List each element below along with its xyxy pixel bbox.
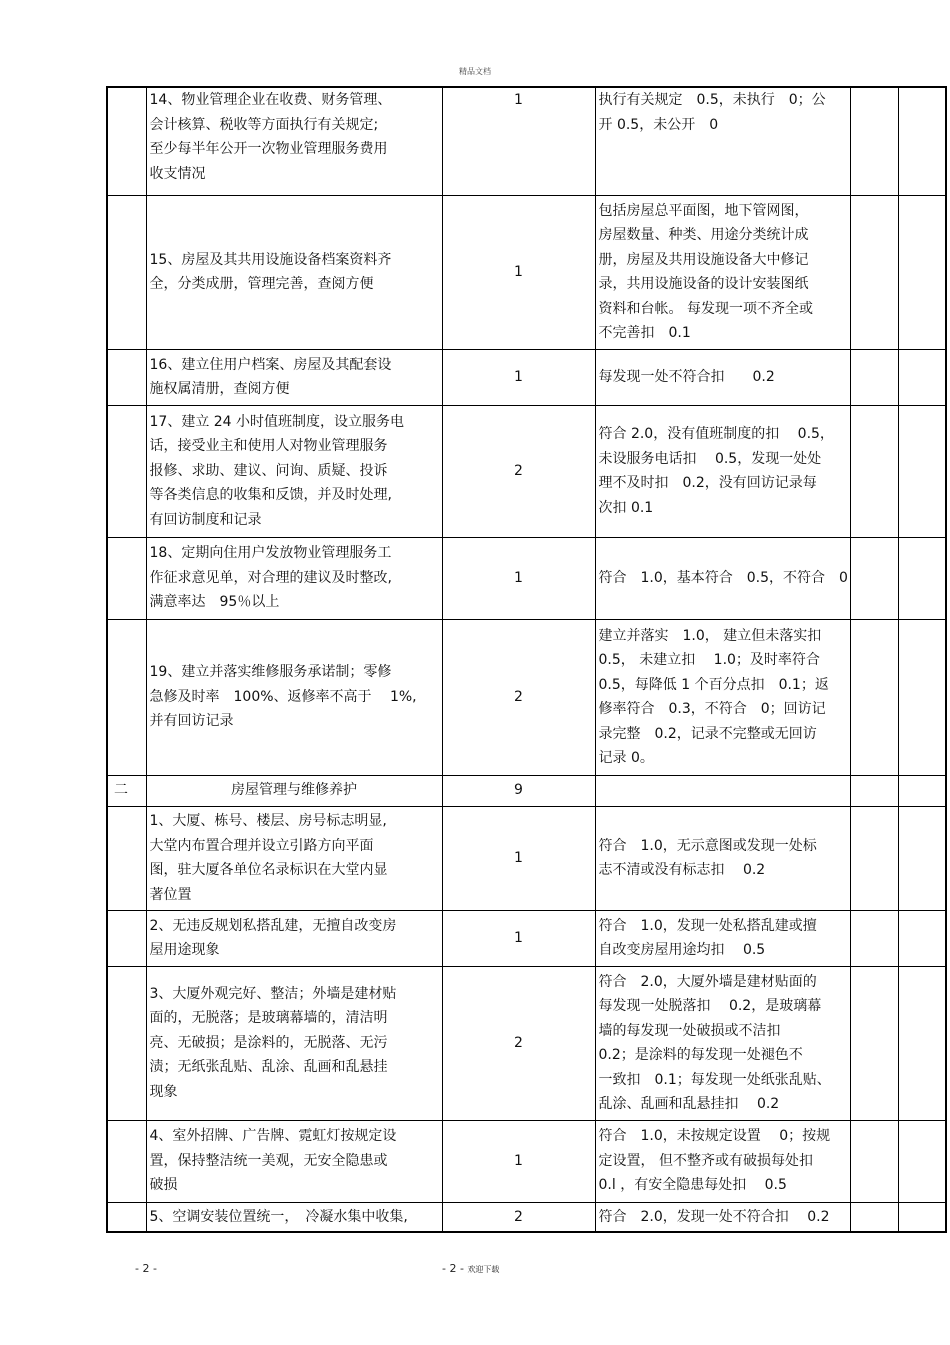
table-row [107, 1202, 946, 1232]
cell-line: 15、房屋及其共用设施设备档案资料齐 [149, 251, 392, 268]
cell-line: 作征求意见单，对合理的建议及时整改, [149, 569, 392, 586]
cell-line: 符合 1.0，未按规定设置 0；按规 [598, 1128, 831, 1145]
blank-cell [898, 806, 946, 910]
index-cell [107, 1202, 146, 1232]
table-row [107, 349, 946, 405]
cell-line: 置，保持整洁统一美观，无安全隐患或 [149, 1152, 388, 1169]
criteria-cell [595, 619, 850, 775]
score-cell: 1 [442, 806, 595, 910]
page-header: 精品文档 [459, 67, 491, 76]
cell-line: 0.l ，有安全隐患每处扣 0.5 [598, 1177, 787, 1194]
criteria-cell [595, 775, 850, 806]
score-cell: 1 [442, 87, 595, 195]
cell-line: 图，驻大厦各单位名录标识在大堂内显 [149, 862, 388, 878]
cell-line: 5、空调安装位置统一， 冷凝水集中收集, [149, 1208, 408, 1225]
score-cell: 2 [442, 405, 595, 537]
section-title: 房屋管理与维修养护 [146, 775, 442, 806]
score-cell: 1 [442, 910, 595, 966]
score-cell: 2 [442, 966, 595, 1120]
score-cell: 1 [442, 1120, 595, 1202]
cell-line: 次扣 0.1 [598, 499, 654, 516]
index-cell [107, 537, 146, 619]
cell-line: 0.5，每降低 1 个百分点扣 0.1；返 [598, 676, 829, 693]
blank-cell [898, 537, 946, 619]
index-cell [107, 405, 146, 537]
criteria-cell [595, 195, 850, 349]
blank-cell [850, 806, 898, 910]
criteria-cell [595, 966, 850, 1120]
cell-line: 现象 [149, 1083, 178, 1100]
score-cell: 1 [442, 537, 595, 619]
cell-line: 收支情况 [149, 165, 206, 182]
table-row [107, 966, 946, 1120]
cell-line: 施权属清册，查阅方便 [149, 381, 290, 397]
score-cell: 2 [442, 1202, 595, 1232]
cell-line: 理不及时扣 0.2，没有回访记录每 [598, 475, 817, 491]
index-cell [107, 966, 146, 1120]
footer-center [442, 1262, 499, 1275]
cell-line: 执行有关规定 0.5，未执行 0；公 [598, 92, 826, 108]
blank-cell [898, 1202, 946, 1232]
item-cell [146, 349, 442, 405]
criteria-cell [595, 806, 850, 910]
item-cell [146, 910, 442, 966]
blank-cell [850, 87, 898, 195]
cell-line: 有回访制度和记录 [149, 511, 262, 528]
blank-cell [898, 966, 946, 1120]
score-cell: 1 [442, 349, 595, 405]
footer-page-number: - 2 - [135, 1262, 157, 1275]
blank-cell [898, 405, 946, 537]
cell-line: 全，分类成册，管理完善，查阅方便 [149, 276, 374, 292]
cell-line: 每发现一处不符合扣 0.2 [598, 368, 775, 385]
table-row [107, 87, 946, 195]
cell-line: 并有回访记录 [149, 713, 234, 730]
section-score: 9 [442, 775, 595, 806]
table-row [107, 619, 946, 775]
cell-line: 不完善扣 0.1 [598, 325, 691, 341]
section-row [107, 775, 946, 806]
cell-line: 志不清或没有标志扣 0.2 [598, 862, 766, 878]
cell-line: 至少每半年公开一次物业管理服务费用 [149, 141, 388, 157]
cell-line: 著位置 [149, 886, 192, 903]
blank-cell [850, 1120, 898, 1202]
footer-download-text: 欢迎下载 [467, 1265, 500, 1274]
blank-cell [898, 1120, 946, 1202]
cell-line: 亮、无破损；是涂料的，无脱落、无污 [149, 1034, 388, 1051]
cell-line: 墙的每发现一处破损或不洁扣 [598, 1022, 781, 1039]
cell-line: 符合 1.0，基本符合 0.5，不符合 0 [598, 569, 848, 586]
blank-cell [898, 619, 946, 775]
item-cell [146, 87, 442, 195]
index-cell [107, 910, 146, 966]
cell-line: 等各类信息的收集和反馈，并及时处理, [149, 487, 392, 504]
table-row [107, 806, 946, 910]
criteria-cell [595, 537, 850, 619]
footer-center-page: - 2 - [442, 1262, 464, 1275]
blank-cell [850, 195, 898, 349]
cell-line: 册，房屋及共用设施设备大中修记 [598, 251, 809, 268]
blank-cell [850, 1202, 898, 1232]
cell-line: 2、无违反规划私搭乱建，无擅自改变房 [149, 917, 397, 934]
blank-cell [898, 87, 946, 195]
index-cell [107, 1120, 146, 1202]
blank-cell [898, 349, 946, 405]
cell-line: 记录 0。 [598, 750, 654, 766]
cell-line: 定设置， 但不整齐或有破损每处扣 [598, 1152, 813, 1169]
item-cell [146, 966, 442, 1120]
cell-line: 乱涂、乱画和乱悬挂扣 0.2 [598, 1096, 780, 1112]
cell-line: 4、室外招牌、广告牌、霓虹灯按规定设 [149, 1128, 397, 1145]
cell-line: 屋用途现象 [149, 942, 220, 958]
cell-line: 符合 1.0，无示意图或发现一处标 [598, 837, 817, 854]
blank-cell [898, 195, 946, 349]
criteria-cell [595, 349, 850, 405]
cell-line: 16、建立住用户档案、房屋及其配套设 [149, 356, 392, 373]
cell-line: 破损 [149, 1177, 178, 1194]
item-cell [146, 806, 442, 910]
cell-line: 房屋数量、种类、用途分类统计成 [598, 227, 809, 243]
score-cell: 1 [442, 195, 595, 349]
cell-line: 17、建立 24 小时值班制度，设立服务电 [149, 413, 405, 430]
cell-line: 包括房屋总平面图，地下管网图， [598, 202, 809, 219]
item-cell [146, 1202, 442, 1232]
cell-line: 修率符合 0.3，不符合 0；回访记 [598, 701, 826, 717]
cell-line: 未设服务电话扣 0.5，发现一处处 [598, 450, 822, 467]
cell-line: 资料和台帐。 每发现一项不齐全或 [598, 300, 813, 317]
cell-line: 满意率达 95％以上 [149, 594, 280, 611]
table-row [107, 1120, 946, 1202]
cell-line: 开 0.5，未公开 0 [598, 116, 719, 133]
cell-line: 建立并落实 1.0， 建立但未落实扣 [598, 627, 822, 644]
item-cell [146, 537, 442, 619]
index-cell [107, 349, 146, 405]
cell-line: 自改变房屋用途均扣 0.5 [598, 942, 766, 958]
score-cell: 2 [442, 619, 595, 775]
blank-cell [850, 405, 898, 537]
index-cell [107, 806, 146, 910]
blank-cell [850, 775, 898, 806]
cell-line: 渍；无纸张乱贴、乱涂、乱画和乱悬挂 [149, 1059, 388, 1076]
table-row [107, 537, 946, 619]
criteria-cell [595, 405, 850, 537]
criteria-cell [595, 910, 850, 966]
cell-line: 面的，无脱落；是玻璃幕墙的，清洁明 [149, 1010, 388, 1027]
cell-line: 3、大厦外观完好、整洁；外墙是建材贴 [149, 985, 397, 1002]
blank-cell [898, 775, 946, 806]
cell-line: 符合 2.0，大厦外墙是建材贴面的 [598, 973, 817, 990]
cell-line: 14、物业管理企业在收费、财务管理、 [149, 92, 392, 108]
cell-line: 录完整 0.2，记录不完整或无回访 [598, 725, 817, 742]
cell-line: 话，接受业主和使用人对物业管理服务 [149, 438, 388, 455]
index-cell [107, 619, 146, 775]
criteria-cell [595, 1120, 850, 1202]
blank-cell [850, 966, 898, 1120]
cell-line: 急修及时率 100%、返修率不高于 1%, [149, 688, 417, 705]
blank-cell [850, 619, 898, 775]
table-row [107, 405, 946, 537]
cell-line: 一致扣 0.1；每发现一处纸张乱贴、 [598, 1071, 831, 1088]
item-cell [146, 195, 442, 349]
cell-line: 录，共用设施设备的设计安装图纸 [598, 276, 809, 292]
item-cell [146, 1120, 442, 1202]
item-cell [146, 405, 442, 537]
item-cell [146, 619, 442, 775]
cell-line: 符合 2.0，没有值班制度的扣 0.5， [598, 426, 834, 442]
cell-line: 会计核算、税收等方面执行有关规定; [149, 116, 379, 133]
cell-line: 每发现一处脱落扣 0.2，是玻璃幕 [598, 998, 822, 1014]
cell-line: 0.2；是涂料的每发现一处褪色不 [598, 1047, 803, 1063]
criteria-cell [595, 87, 850, 195]
table-row [107, 910, 946, 966]
cell-line: 大堂内布置合理并设立引路方向平面 [149, 837, 374, 854]
cell-line: 报修、求助、建议、问询、质疑、投诉 [149, 462, 388, 479]
cell-line: 符合 2.0，发现一处不符合扣 0.2 [598, 1208, 830, 1225]
cell-line: 1、大厦、栋号、楼层、房号标志明显, [149, 813, 387, 829]
blank-cell [898, 910, 946, 966]
section-index: 二 [107, 775, 146, 806]
cell-line: 19、建立并落实维修服务承诺制；零修 [149, 664, 392, 681]
cell-line: 0.5， 未建立扣 1.0；及时率符合 [598, 652, 820, 668]
criteria-cell [595, 1202, 850, 1232]
table-row [107, 195, 946, 349]
blank-cell [850, 537, 898, 619]
index-cell [107, 195, 146, 349]
blank-cell [850, 910, 898, 966]
index-cell [107, 87, 146, 195]
blank-cell [850, 349, 898, 405]
cell-line: 符合 1.0，发现一处私搭乱建或擅 [598, 917, 817, 934]
evaluation-table [106, 86, 947, 1233]
cell-line: 18、定期向住用户发放物业管理服务工 [149, 545, 392, 562]
